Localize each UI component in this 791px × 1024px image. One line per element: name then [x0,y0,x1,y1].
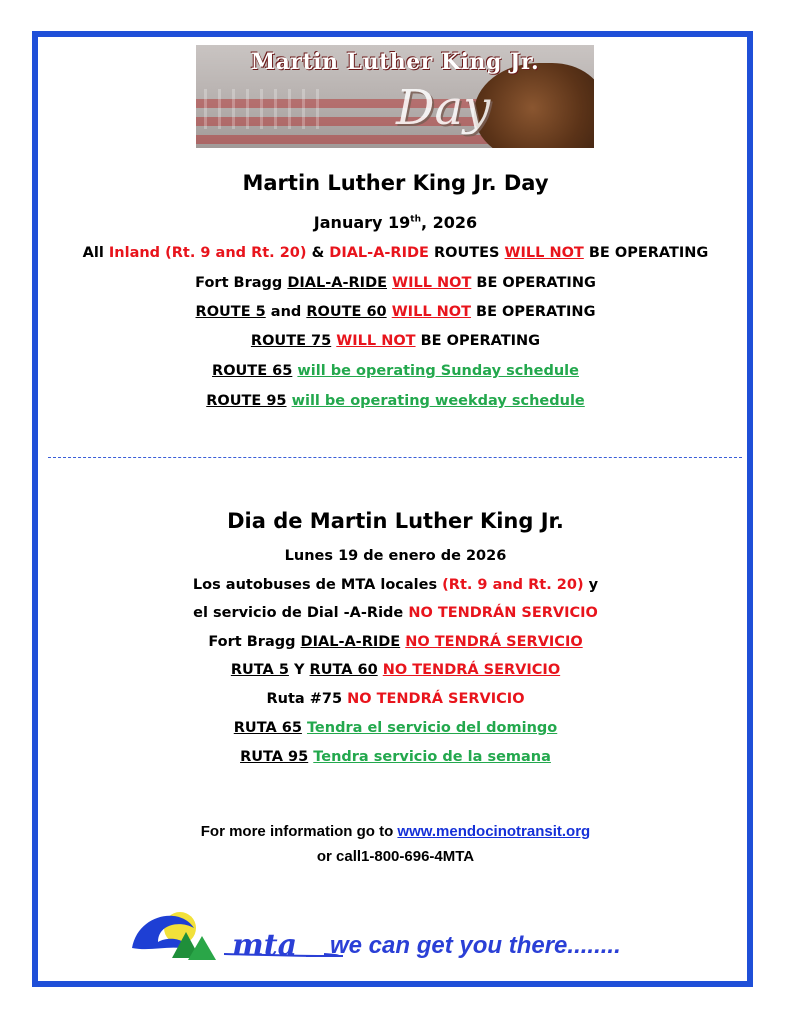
spanish-line-ruta-5-60: RUTA 5 Y RUTA 60 NO TENDRÁ SERVICIO [230,662,561,678]
english-date: January 19th, 2026 [313,213,478,232]
english-line-route-65: ROUTE 65 will be operating Sunday schedule [212,363,579,379]
spanish-line-ruta-75: Ruta #75 NO TENDRÁ SERVICIO [266,691,525,707]
spanish-line-dial-a-ride: el servicio de Dial -A-Ride NO TENDRÁN SERVICIO [193,605,598,621]
spanish-date: Lunes 19 de enero de 2026 [284,548,507,564]
spanish-line-local-buses: Los autobuses de MTA locales (Rt. 9 and Rt. 20) y [192,577,599,593]
banner-title: Martin Luther King Jr. [250,49,540,75]
portrait-graphic [474,63,594,148]
spanish-line-ruta-95: RUTA 95 Tendra servicio de la semana [240,749,551,765]
spanish-heading: Dia de Martin Luther King Jr. [227,509,564,533]
mta-wordmark: mta [232,928,298,963]
spanish-line-fort-bragg: Fort Bragg DIAL-A-RIDE NO TENDRÁ SERVICIO [208,634,583,650]
spanish-line-ruta-65: RUTA 65 Tendra el servicio del domingo [233,720,558,736]
english-line-route-75: ROUTE 75 WILL NOT BE OPERATING [250,333,541,349]
website-link[interactable]: www.mendocinotransit.org [397,823,591,840]
tagline: we can get you there........ [330,932,621,959]
mlk-day-banner-image [196,45,594,148]
english-line-fort-bragg: Fort Bragg DIAL-A-RIDE WILL NOT BE OPERATING [195,275,596,291]
more-info-line: For more information go to www.mendocinotransit.org [200,823,591,840]
english-line-inland: All Inland (Rt. 9 and Rt. 20) & DIAL-A-RIDE ROUTES WILL NOT BE OPERATING [82,245,709,261]
section-divider [48,457,742,458]
english-heading: Martin Luther King Jr. Day [242,171,549,195]
english-line-route-95: ROUTE 95 will be operating weekday schedule [206,393,585,409]
banner-script-text: Day [396,80,491,136]
phone-line: or call1-800-696-4MTA [316,848,475,865]
english-line-route-5-60: ROUTE 5 and ROUTE 60 WILL NOT BE OPERATING [195,304,596,320]
